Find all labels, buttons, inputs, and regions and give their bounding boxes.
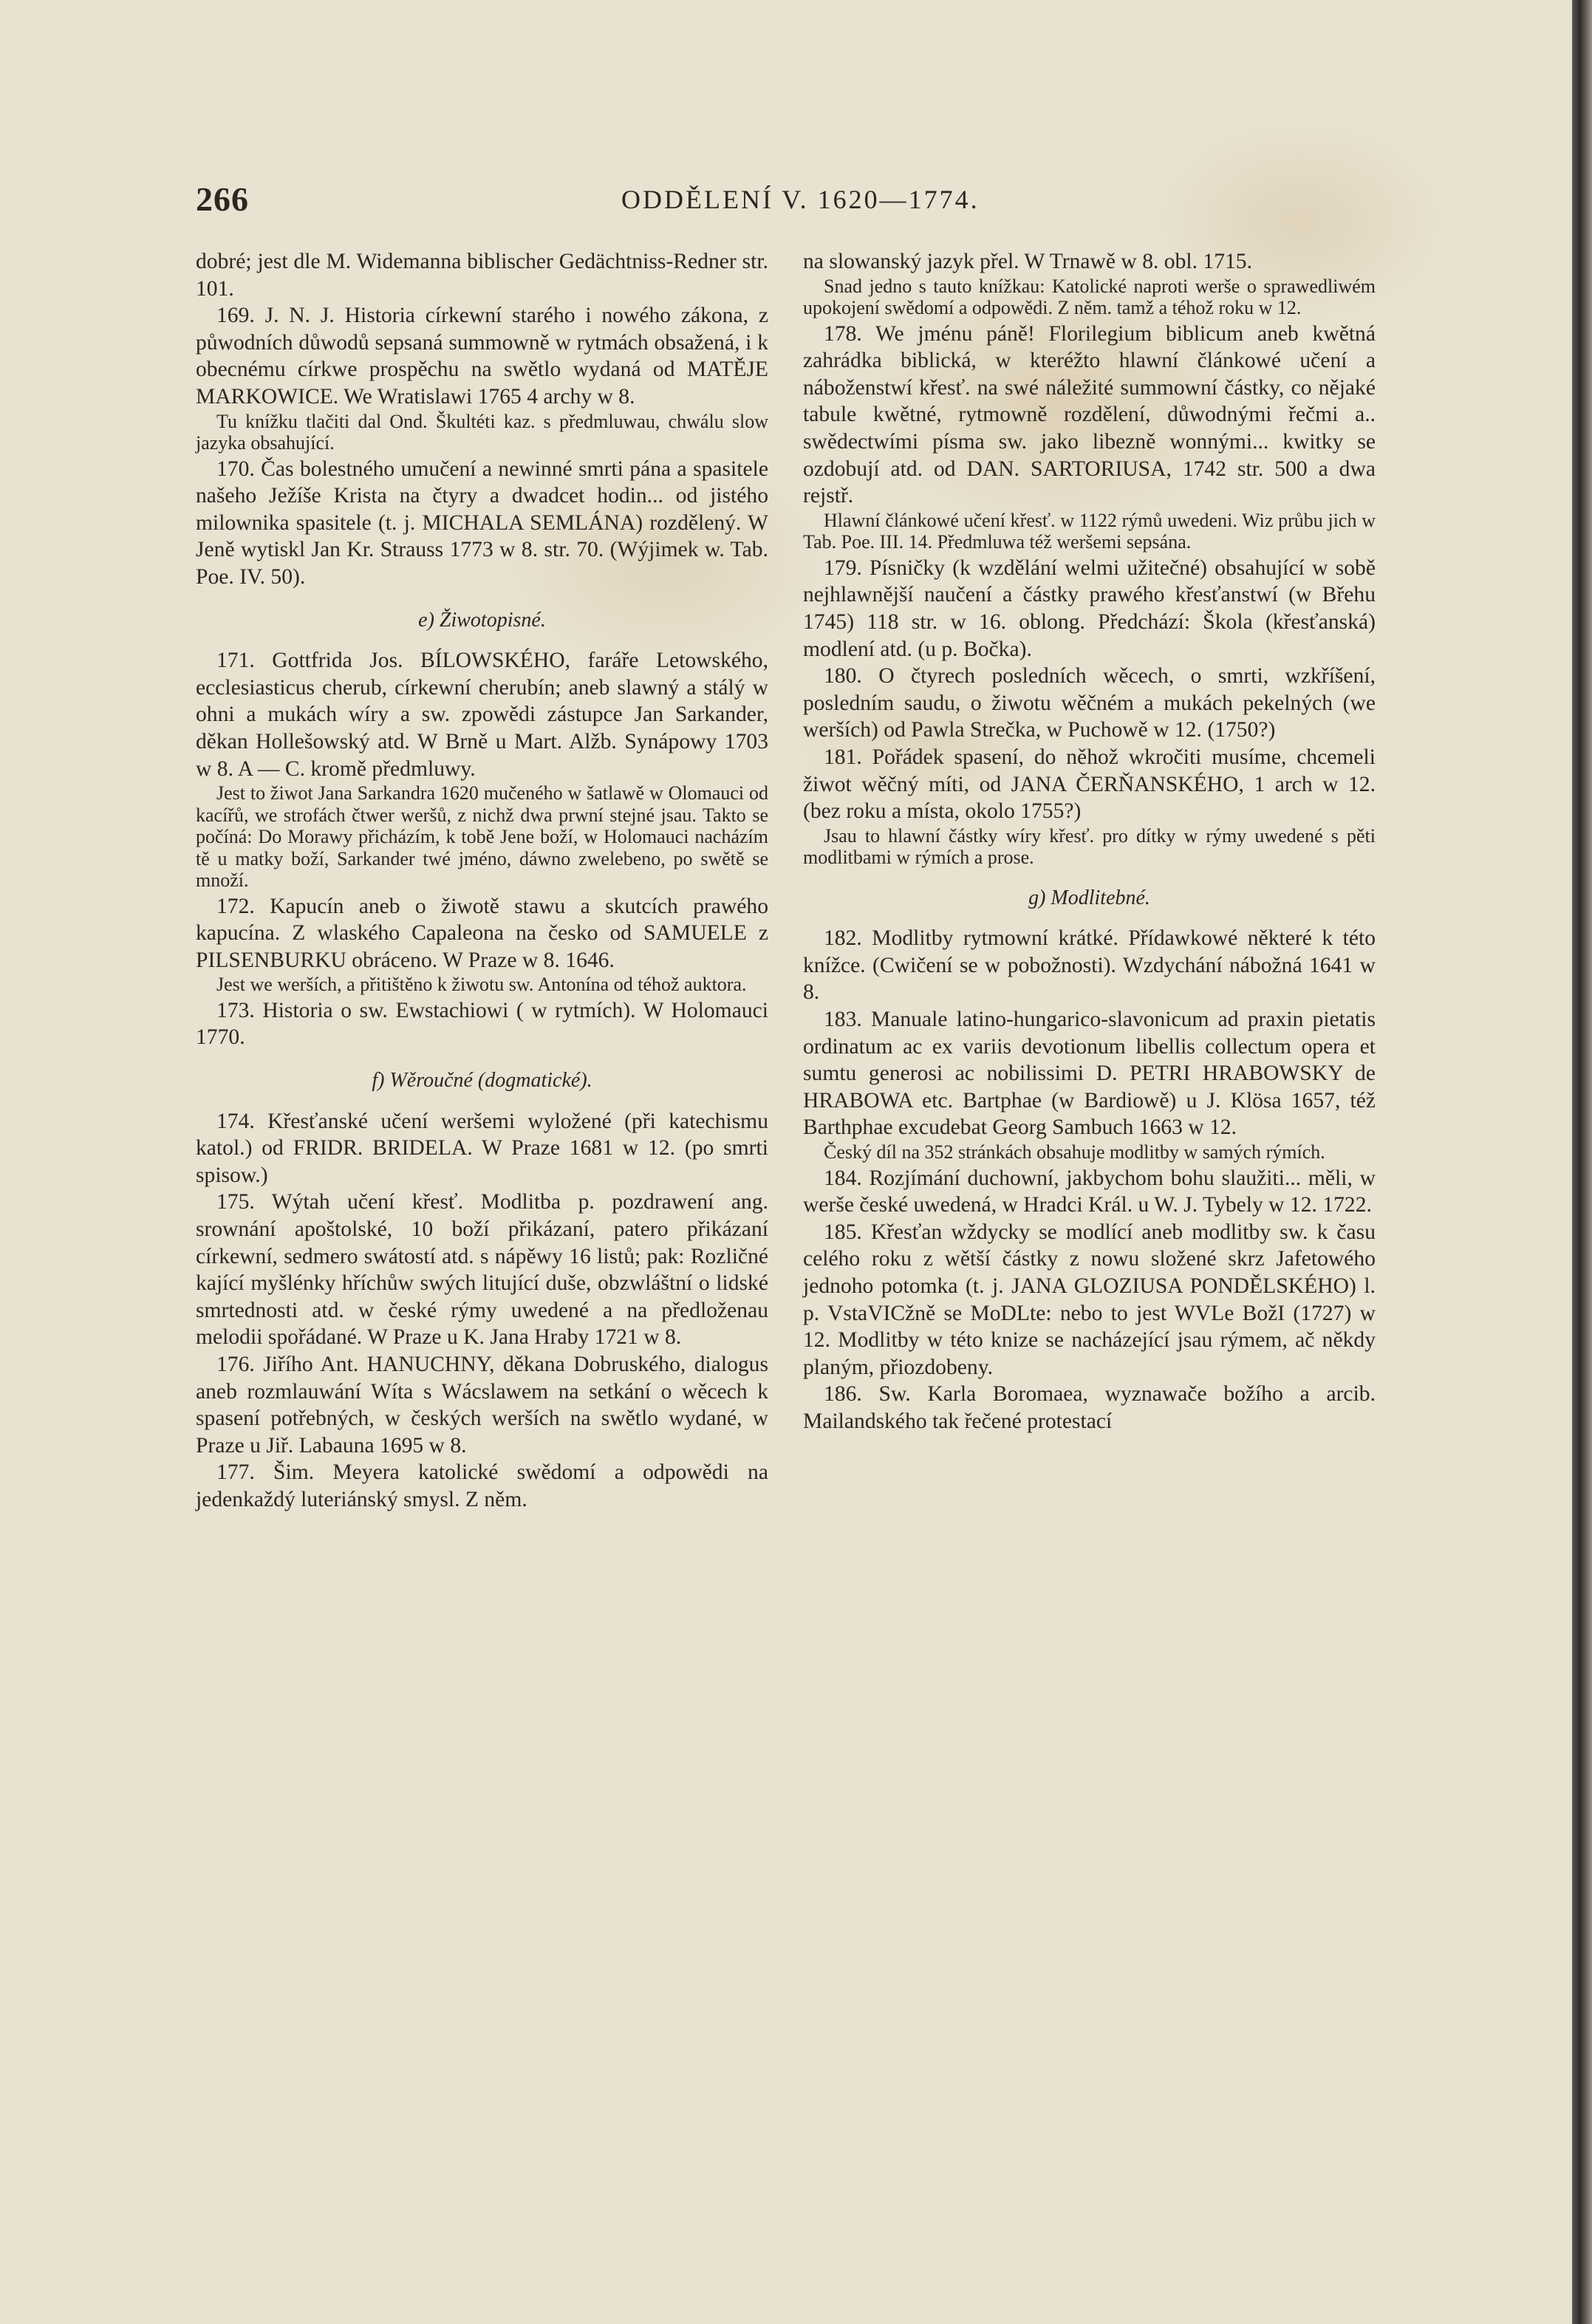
- entry-183: 183. Manuale latino-hungarico-slavonicum ad praxin pietatis ordinatum ac ex variis devotionum libellis collectum opera et sumtu generosi ac nobilissimi D. PETRI HRABOWSKY de HRABOWA etc. Bartphae (w Bardiowě) u J. Klösa 1657, též Barthphae excudebat Georg Sambuch 1663 w 12.: [803, 1008, 1376, 1140]
- section-heading-g: g) Modlitebné.: [1028, 886, 1150, 909]
- entry-181: 181. Pořádek spasení, do něhož wkročiti musíme, chcemeli žiwot wěčný míti, od JANA ČERŇANSKÉHO, 1 arch w 12. (bez roku a místa, okolo 1755?): [803, 745, 1376, 824]
- entry-170: 170. Čas bolestného umučení a newinné smrti pána a spasitele našeho Ježíše Krista na čtyry a dwadcet hodin... od jistého milownika spasitele (t. j. MICHALA SEMLÁNA) rozdělený. W Jeně wytiskl Jan Kr. Strauss 1773 w 8. str. 70. (Wýjimek w. Tab. Poe. IV. 50).: [196, 457, 768, 589]
- entry-172: 172. Kapucín aneb o žiwotě stawu a skutcích prawého kapucína. Z wlaského Capaleona na česko od SAMUELE z PILSENBURKU obráceno. W Praze w 8. 1646.: [196, 894, 768, 972]
- entry-177: 177. Šim. Meyera katolické swědomí a odpowědi na jedenkaždý luteriánský smysl. Z něm.: [196, 1460, 768, 1511]
- section-heading-e: e) Žiwotopisné.: [418, 608, 546, 632]
- page-header: [196, 180, 1381, 224]
- note-171: Jest to žiwot Jana Sarkandra 1620 mučeného w šatlawě w Olomauci od kacířů, we strofách čtwer weršů, z nichž dwa prwní stejné jsau. Takto se počíná: Do Morawy přicházím, k tobě Jene boží, w Holomauci nacházím tě u matky boží, Sarkander twé jméno, dáwno zwelebeno, po swětě se množí.: [196, 782, 768, 892]
- entry-175: 175. Wýtah učení křesť. Modlitba p. pozdrawení ang. srownání apoštolské, 10 boží přikázaní, patero přikázaní církewní, sedmero swátostí atd. s nápěwy 16 listů; pak: Rozličné kající myšlénky hříchůw swých litující duše, obzwláštní o lidské smrtednosti atd. w české rýmy uwedené a na předloženau melodii spořádané. W Praze u K. Jana Hraby 1721 w 8.: [196, 1190, 768, 1350]
- note-178: Hlawní článkowé učení křesť. w 1122 rýmů uwedeni. Wiz průbu jich w Tab. Poe. III. 14. Předmluwa též weršemi sepsána.: [803, 509, 1376, 553]
- entry-180: 180. O čtyrech posledních wěcech, o smrti, wzkříšení, posledním saudu, o žiwotu wěčném a mukách pekelných (we werších) od Pawla Strečka, w Puchowě w 12. (1750?): [803, 664, 1376, 742]
- entry-176: 176. Jiřího Ant. HANUCHNY, děkana Dobruského, dialogus aneb rozmlauwání Wíta s Wácslawem na setkání o wěcech k spasení potřebných, w českých werších na swětlo wydané, w Praze u Jiř. Labauna 1695 w 8.: [196, 1353, 768, 1457]
- left-column: [196, 248, 768, 1514]
- note-172: Jest we werších, a přitištěno k žiwotu sw. Antonína od téhož auktora.: [216, 974, 747, 996]
- note-181: Jsau to hlawní částky wíry křesť. pro dítky w rýmy uwedené s pěti modlitbami w rýmích a prose.: [803, 824, 1376, 869]
- section-heading-f: f) Wěroučné (dogmatické).: [372, 1069, 592, 1093]
- entry-185: 185. Křesťan wždycky se modlící aneb modlitby sw. k času celého roku z wětší částky z nowu složené skrz Jafetowého jednoho potomka (t. j. JANA GLOZIUSA PONDĚLSKÉHO) l. p. VstaVICžně se MoDLte: nebo to jest WVLe BožI (1727) w 12. Modlitby w této knize se nacházející jsau rýmem, ač někdy planým, přiozdobeny.: [803, 1220, 1376, 1379]
- note-169: Tu knížku tlačiti dal Ond. Škultéti kaz. s předmluwau, chwálu slow jazyka obsahující.: [196, 410, 768, 454]
- entry-179: 179. Písničky (k wzdělání welmi užitečné) obsahující w sobě nejhlawnější naučení a částky prawého křesťanstwí (w Břehu 1745) 118 str. w 16. oblong. Předchází: Škola (křesťanská) modlení atd. (u p. Bočka).: [803, 556, 1376, 661]
- note-183: Český díl na 352 stránkách obsahuje modlitby w samých rýmích.: [824, 1141, 1325, 1163]
- entry-171: 171. Gottfrida Jos. BÍLOWSKÉHO, faráře Letowského, ecclesiasticus cherub, církewní cherubín; aneb slawný a stálý w ohni a mukách wíry a sw. zpowědi zástupce Jan Sarkander, děkan Hollešowský atd. W Brně u Mart. Alžb. Synápowy 1703 w 8. A — C. kromě předmluwy.: [196, 649, 768, 781]
- entry-174: 174. Křesťanské učení weršemi wyložené (při katechismu katol.) od FRIDR. BRIDELA. W Praze 1681 w 12. (po smrti spisow.): [196, 1109, 768, 1187]
- entry-186: 186. Sw. Karla Boromaea, wyznawače božího a arcib. Mailandského tak řečené protestací: [803, 1382, 1376, 1433]
- entry-169: 169. J. N. J. Historia církewní starého i nowého zákona, z půwodních důwodů sepsaná summowně w rytmách obsažená, i k obecnému církwe prospěchu na swětlo wydaná od MATĚJE MARKOWICE. We Wratislawi 1765 4 archy w 8.: [196, 304, 768, 409]
- entry-continuation: dobré; jest dle M. Widemanna biblischer Gedächtniss-Redner str. 101.: [196, 250, 768, 301]
- running-title: ODDĚLENÍ V. 1620—1774.: [621, 185, 980, 214]
- entry-184: 184. Rozjímání duchowní, jakbychom bohu slaužiti... měli, w werše české uwedená, w Hradci Král. u W. J. Tybely w 12. 1722.: [803, 1166, 1376, 1217]
- entry-177-continuation: na slowanský jazyk přel. W Trnawě w 8. obl. 1715.: [803, 250, 1252, 273]
- page-number: 266: [196, 180, 249, 218]
- book-spine-edge: [1572, 0, 1592, 2324]
- entry-173: 173. Historia o sw. Ewstachiowi ( w rytmích). W Holomauci 1770.: [196, 998, 768, 1050]
- right-column: [803, 248, 1376, 1435]
- note-177: Snad jedno s tauto knížkau: Katolické naproti werše o sprawedliwém upokojení swědomí a odpowědi. Z něm. tamž a téhož roku w 12.: [803, 275, 1376, 319]
- entry-182: 182. Modlitby rytmowní krátké. Přídawkowé některé k této knížce. (Cwičení se w pobožnosti). Wzdychání nábožná 1641 w 8.: [803, 926, 1376, 1005]
- entry-178: 178. We jménu páně! Florilegium biblicum aneb kwětná zahrádka biblická, w kteréžto hlawní článkowé učení a náboženstwí křesť. na swé náležité summowní částky, co nějaké tabule kwětné, rytmowně rozdělení, důwodnými řečmi a.. swědectwími písma sw. jako libezně wonnými... kwitky se ozdobují atd. od DAN. SARTORIUSA, 1742 str. 500 a dwa rejstř.: [803, 321, 1376, 508]
